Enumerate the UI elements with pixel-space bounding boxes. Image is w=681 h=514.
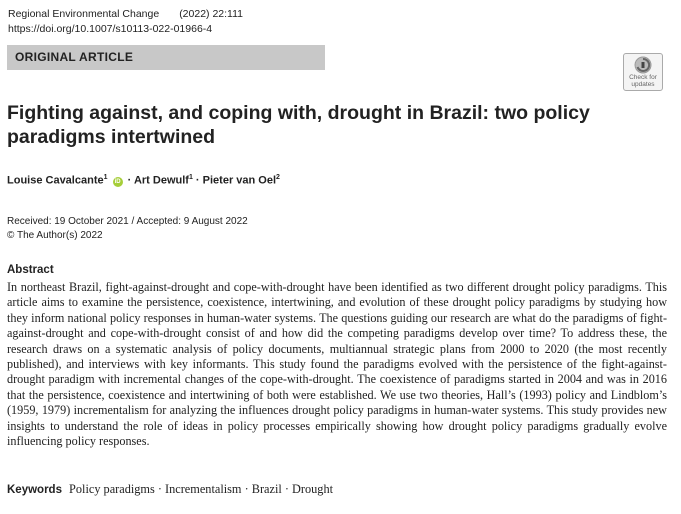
journal-name: Regional Environmental Change [8, 8, 160, 20]
author-list [7, 174, 280, 187]
abstract-heading: Abstract [7, 264, 54, 276]
publication-info [7, 215, 248, 243]
keywords-section [7, 482, 333, 497]
abstract-text: In northeast Brazil, fight-against-drought and cope-with-drought have been identified as two different drought policy paradigms. This article aims to examine the persistence, coexistence, intertwining, and evolution of these drought policy paradigms by studying how they inform national policy responses in human-water systems. The questions guiding our research are what do the paradigms of fight-against-drought and cope-with-drought consist of and how did the competing paradigms develop over time? To address these, the research draws on a systematic analysis of policy documents, multiannual strategic plans from 2000 to 2020 (the most recently published), and interviews with key informants. This study found the paradigms evolved with the persistence of the fight-against-drought paradigm with incremental changes of the cope-with-drought. The coexistence of paradigms started in 2004 and was in 2016 that the persistence, coexistence and intertwining of both were established. We use two theories, Hall’s (1993) policy and Lindblom’s (1959, 1979) incrementalism for analyzing the influences drought policy paradigms in human-water systems. This study provides new insights to understand the role of ideas in policy processes empirically showing how drought policy paradigms gradually evolve influencing policy responses. [7, 280, 667, 449]
article-type-banner: ORIGINAL ARTICLE [7, 45, 325, 70]
orcid-icon[interactable]: iD [114, 178, 121, 185]
journal-header [8, 7, 243, 37]
author-separator: · [195, 174, 200, 187]
check-for-updates-badge[interactable] [623, 53, 663, 91]
author-name[interactable]: Art Dewulf [133, 174, 189, 187]
doi-link[interactable]: https://doi.org/10.1007/s10113-022-01966-4 [8, 23, 213, 35]
author-name[interactable]: Louise Cavalcante [7, 174, 104, 187]
author-affiliation[interactable]: 2 [276, 174, 280, 181]
check-updates-line2: updates [631, 81, 655, 88]
check-updates-line1: Check for [629, 74, 657, 81]
journal-line [8, 7, 243, 22]
copyright-notice: © The Author(s) 2022 [7, 230, 103, 241]
author-separator: · [127, 174, 132, 187]
check-updates-icon [634, 56, 652, 74]
keywords-list: Policy paradigms · Incrementalism · Brazil · Drought [69, 482, 334, 496]
keywords-label: Keywords [7, 484, 62, 496]
author-name[interactable]: Pieter van Oel [202, 174, 277, 187]
received-accepted-dates: Received: 19 October 2021 / Accepted: 9 August 2022 [7, 216, 248, 227]
article-title: Fighting against, and coping with, drought in Brazil: two policy paradigms intertwined [7, 102, 590, 148]
journal-volume: (2022) 22:111 [179, 8, 244, 20]
author-affiliation[interactable]: 1 [188, 174, 193, 181]
author-affiliation[interactable]: 1 [103, 174, 108, 181]
